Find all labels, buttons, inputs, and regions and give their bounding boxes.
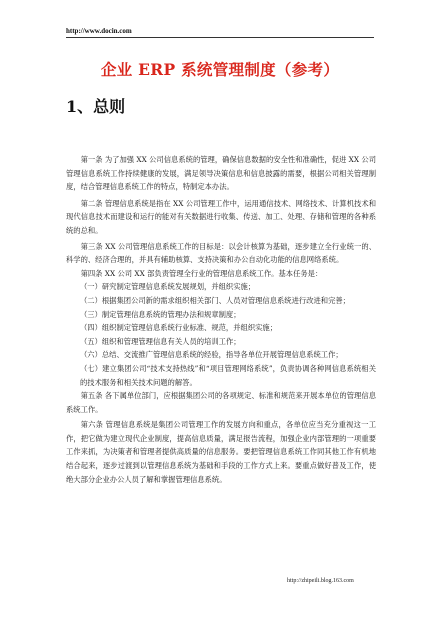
list-item: （一）研究制定管理信息系统发展规划，并组织实施； bbox=[80, 282, 256, 292]
list-item: （七）建立集团公司“技术支持热线”和“项目管理网络系统”，负责协调各种网信息系统相关的技术服务和相关技术问题的解答。 bbox=[80, 363, 376, 387]
article-4: 第四条 XX 公司 XX 部负责管理全行业的管理信息系统工作。基本任务是： bbox=[80, 268, 323, 278]
list-item: （六）总结、交流推广管理信息系统的经验，指导各单位开展管理信息系统工作； bbox=[80, 350, 343, 360]
article-3: 第三条 XX 公司管理信息系统工作的目标是：以会计核算为基础，逐步建立全行业统一的、科学的、经济合理的，并具有辅助核算、支持决策和办公自动化功能的信息网络系统。 bbox=[66, 241, 376, 265]
footer-url: http://zhipeili.blog.163.com bbox=[287, 578, 354, 584]
article-6: 第六条 管理信息系统是集团公司管理工作的发展方向和重点，各单位应当充分重视这一工作，把它做为建立现代企业制度，提高信息质量，满足报告流程，加强企业内部管理的一项重要工作来抓，为决策者和管理者提供高质量的信息服务。要把管理信息系统工作同其他工作有机地结合起来，逐步过渡到以管理信息系统为基础和手段的工作方式上来。要重点做好普及工作，使绝大部分企业办公人员了解和掌握管理信息系统。 bbox=[66, 420, 376, 484]
list-item: （四）组织制定管理信息系统行业标准、规范，并组织实施； bbox=[80, 323, 278, 333]
article-5: 第五条 各下属单位部门，应根据集团公司的各项规定、标准和规范来开展本单位的管理信息系统工作。 bbox=[66, 391, 376, 414]
list-item: （三）制定管理信息系统的管理办法和规章制度； bbox=[80, 309, 241, 319]
article-2: 第二条 管理信息系统是指在 XX 公司管理工作中，运用通信技术、网络技术、计算机技术和现代信息技术而建设和运行的能对有关数据进行收集、传送、加工、处理、存储和管理的各种系统的总和。 bbox=[66, 198, 376, 235]
header-divider bbox=[66, 37, 374, 38]
document-title: 企业 ERP 系统管理制度（参考） bbox=[100, 60, 340, 79]
article-1: 第一条 为了加强 XX 公司信息系统的管理，确保信息数据的安全性和准确性，促进 XX 公司管理信息系统工作持续健康的发展，满足领导决策信息和信息披露的需要，根据公司相关管理制度，结合管理信息系统工作的特点，特制定本办法。 bbox=[66, 155, 376, 192]
task-list bbox=[66, 280, 376, 389]
section-heading: 1、总则 bbox=[66, 97, 126, 116]
header-url: http://www.docin.com bbox=[66, 27, 132, 35]
document-body bbox=[66, 153, 376, 486]
list-item: （五）组织和管理管理信息有关人员的培训工作； bbox=[80, 336, 241, 346]
list-item: （二）根据集团公司新的需求组织相关部门、人员对管理信息系统进行改进和完善； bbox=[80, 295, 350, 305]
